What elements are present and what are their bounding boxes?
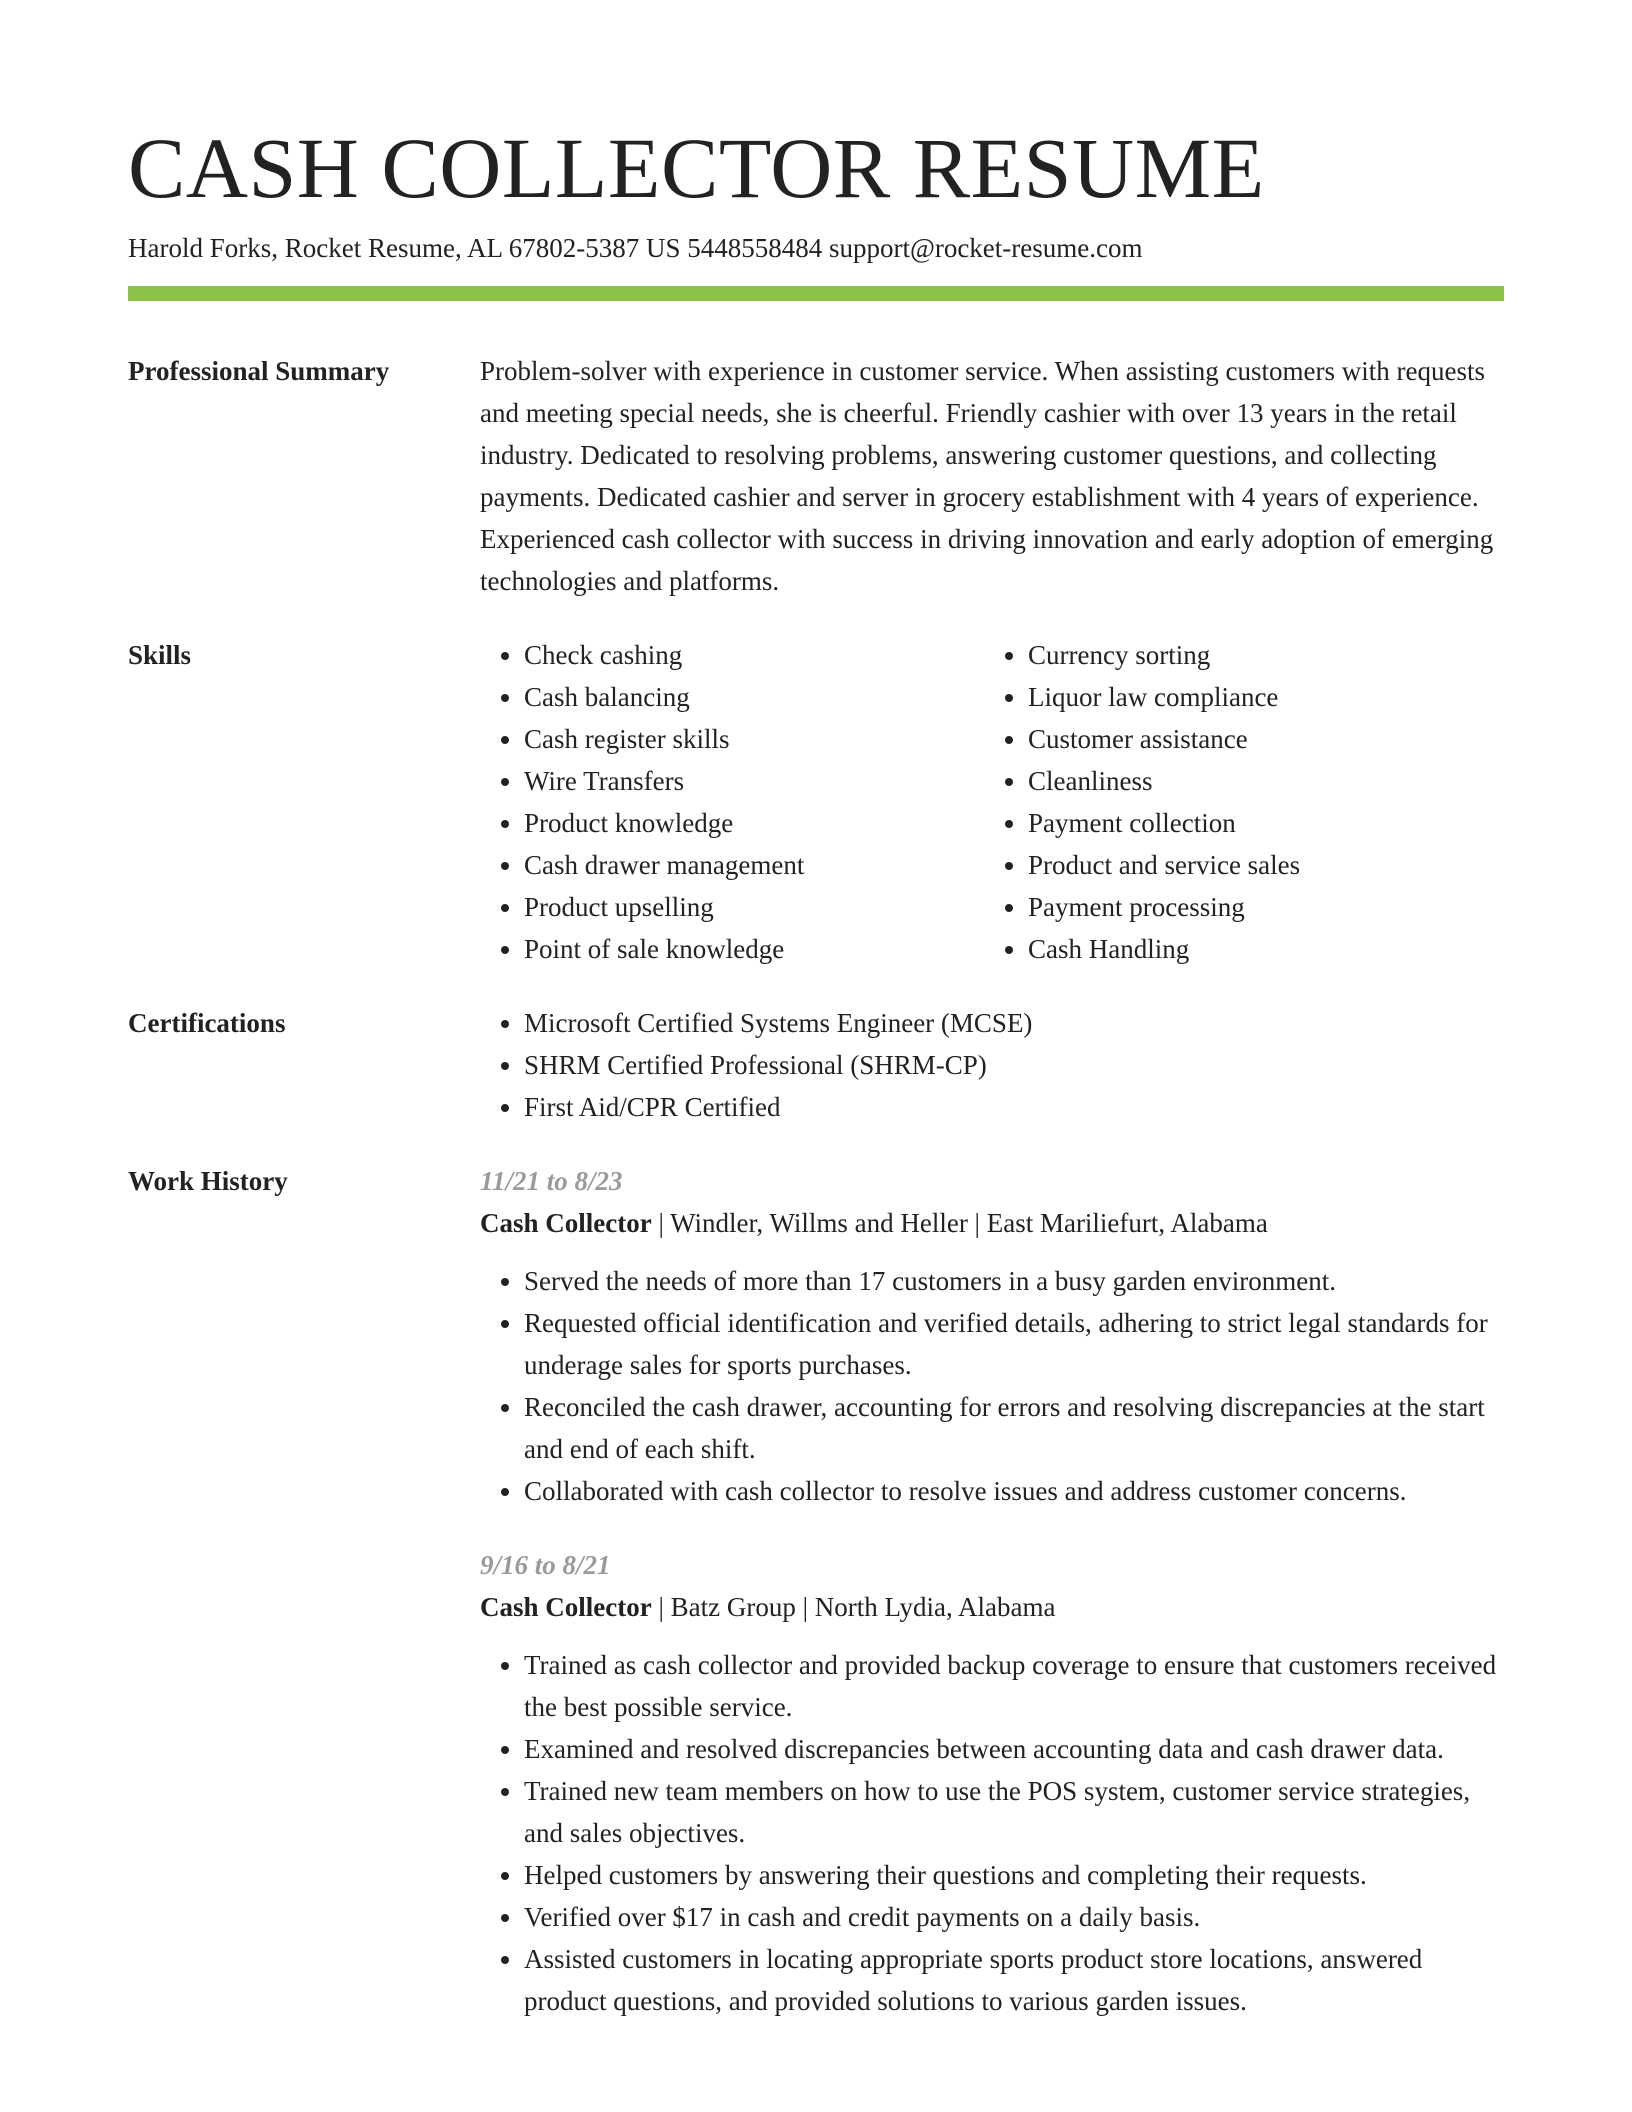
skill-item: • Cleanliness (1028, 760, 1488, 802)
summary-text: Problem-solver with experience in customer service. When assisting customers with requests and meeting special needs, she is cheerful. Friendly cashier with over 13 years in the retail industry. Dedicated to resolving problems, answering customer questions, and collecting payments. Dedicated cashier and server in grocery establishment with 4 years of experience. Experienced cash collector with success in driving innovation and early adoption of emerging technologies and platforms. (480, 356, 1494, 596)
skill-item: • Cash Handling (1028, 928, 1488, 970)
skill-item: • Product upselling (524, 886, 984, 928)
contact-line: Harold Forks, Rocket Resume, AL 67802-5387 US 5448558484 support@rocket-resume.com (128, 233, 1143, 263)
job-bullet: • Collaborated with cash collector to resolve issues and address customer concerns. (524, 1470, 1504, 1512)
certifications-label: Certifications (128, 1008, 286, 1038)
job-dates: 9/16 to 8/21 (480, 1550, 611, 1580)
job-entry (480, 1544, 1504, 2022)
summary-label: Professional Summary (128, 356, 390, 386)
skill-item: • Payment processing (1028, 886, 1488, 928)
job-bullet: • Requested official identification and verified details, adhering to strict legal standards for underage sales for sports purchases. (524, 1302, 1504, 1386)
job-bullet: • Helped customers by answering their questions and completing their requests. (524, 1854, 1504, 1896)
skill-item: • Payment collection (1028, 802, 1488, 844)
summary-body (480, 350, 1504, 602)
accent-divider (128, 286, 1504, 301)
skill-item: • Cash drawer management (524, 844, 984, 886)
job-heading (480, 1586, 1504, 1628)
job-employer-location: | Batz Group | North Lydia, Alabama (651, 1592, 1056, 1622)
job-bullet: • Verified over $17 in cash and credit payments on a daily basis. (524, 1896, 1504, 1938)
job-bullet: • Reconciled the cash drawer, accounting for errors and resolving discrepancies at the start and end of each shift. (524, 1386, 1504, 1470)
job-employer-location: | Windler, Willms and Heller | East Mariliefurt, Alabama (651, 1208, 1268, 1238)
work-history-body (480, 1160, 1504, 2022)
job-title: Cash Collector (480, 1208, 652, 1238)
skill-item: • Product knowledge (524, 802, 984, 844)
certification-item: • SHRM Certified Professional (SHRM-CP) (524, 1044, 1504, 1086)
certifications-body (480, 1002, 1504, 1128)
work-history-label: Work History (128, 1166, 288, 1196)
skill-item: • Liquor law compliance (1028, 676, 1488, 718)
skill-item: • Check cashing (524, 634, 984, 676)
job-dates: 11/21 to 8/23 (480, 1166, 623, 1196)
job-bullet: • Trained as cash collector and provided backup coverage to ensure that customers received the best possible service. (524, 1644, 1504, 1728)
job-bullet: • Assisted customers in locating appropriate sports product store locations, answered product questions, and provided solutions to various garden issues. (524, 1938, 1504, 2022)
job-heading (480, 1202, 1504, 1244)
certification-item: • First Aid/CPR Certified (524, 1086, 1504, 1128)
certification-item: • Microsoft Certified Systems Engineer (MCSE) (524, 1002, 1504, 1044)
job-bullet: • Examined and resolved discrepancies between accounting data and cash drawer data. (524, 1728, 1504, 1770)
skills-body (480, 634, 1504, 970)
job-spacer (480, 1512, 1504, 1544)
skill-item: • Customer assistance (1028, 718, 1488, 760)
skill-item: • Wire Transfers (524, 760, 984, 802)
resume-title: CASH COLLECTOR RESUME (128, 120, 1265, 216)
skill-item: • Cash register skills (524, 718, 984, 760)
skill-item: • Currency sorting (1028, 634, 1488, 676)
skill-item: • Product and service sales (1028, 844, 1488, 886)
skills-column-left (480, 634, 984, 970)
skills-column-right (984, 634, 1488, 970)
job-title: Cash Collector (480, 1592, 652, 1622)
skills-label: Skills (128, 640, 192, 670)
job-bullet: • Trained new team members on how to use the POS system, customer service strategies, and sales objectives. (524, 1770, 1504, 1854)
job-entry (480, 1160, 1504, 1512)
skill-item: • Point of sale knowledge (524, 928, 984, 970)
job-bullet: • Served the needs of more than 17 customers in a busy garden environment. (524, 1260, 1504, 1302)
skill-item: • Cash balancing (524, 676, 984, 718)
